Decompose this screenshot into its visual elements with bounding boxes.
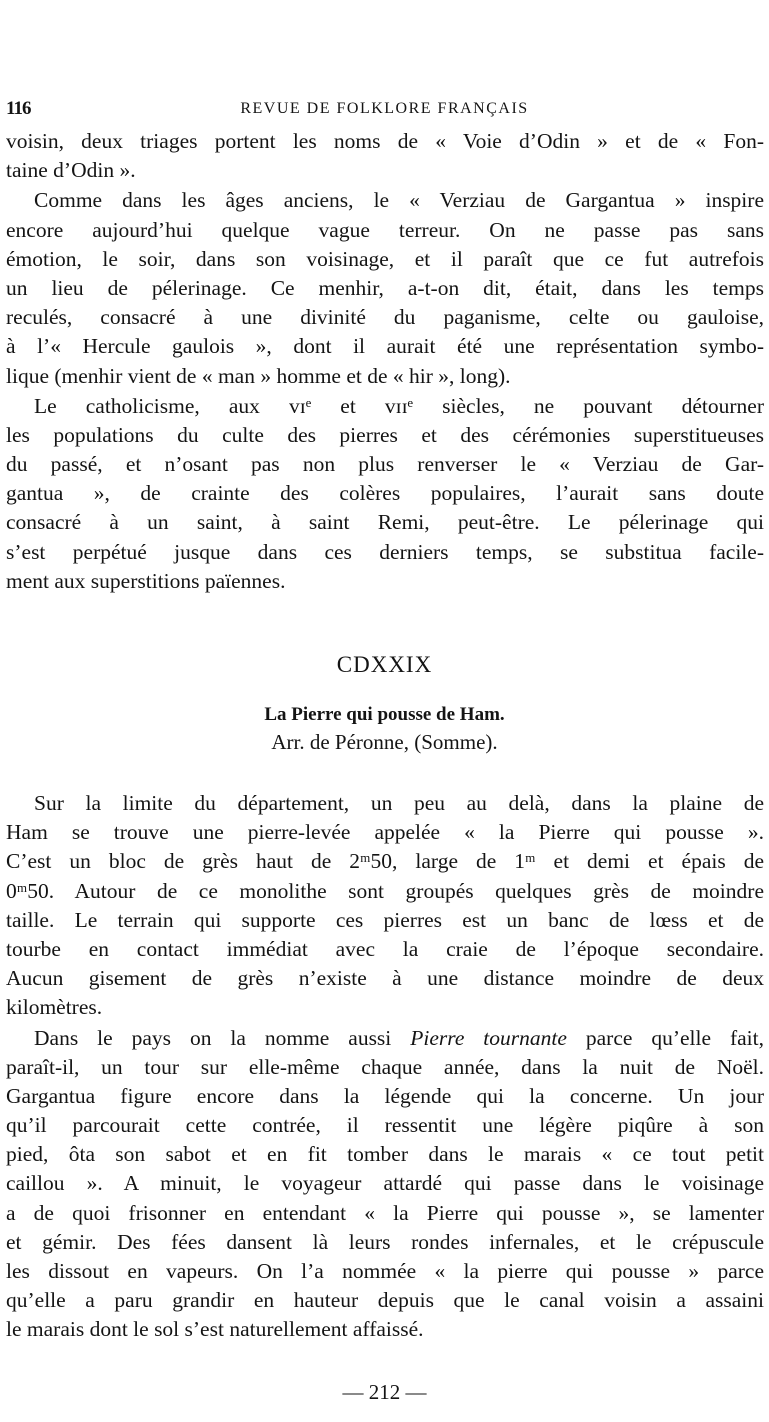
body-text-bottom [6, 789, 764, 1345]
text-line: Ham se trouve une pierre-levée appelée « la Pierre qui pousse ». [6, 820, 764, 845]
text-line: kilomètres. [6, 995, 103, 1020]
text-line: les dissout en vapeurs. On l’a nommée « la pierre qui pousse » parce [6, 1259, 764, 1283]
paragraph [6, 392, 764, 596]
text-line: du passé, et n’osant pas non plus renverser le « Verziau de Gar- [6, 452, 764, 477]
text-line [6, 1024, 764, 1053]
text-line: ment aux superstitions païennes. [6, 568, 286, 593]
section-subtitle: Arr. de Péronne, (Somme). [271, 730, 498, 754]
text-line: Sur la limite du département, un peu au delà, dans la plaine de [34, 791, 764, 815]
text-line: tourbe en contact immédiat avec la craie de l’époque secondaire. [6, 936, 764, 961]
text-line: voisin, deux triages portent les noms de « Voie d’Odin » et de « Fon- [6, 129, 764, 153]
text-line: s’est perpétué jusque dans ces derniers temps, se substitua facile- [6, 539, 764, 564]
text-line: un lieu de pélerinage. Ce menhir, a-t-on dit, était, dans les temps [6, 275, 764, 300]
section-number: CDXXIX [336, 652, 433, 677]
text-line: pied, ôta son sabot et en fit tomber dans le marais « ce tout petit [6, 1142, 764, 1167]
page-folio: — 212 — [342, 1380, 427, 1404]
text-line: taine d’Odin ». [6, 158, 136, 183]
text-line: 0ᵐ50. Autour de ce monolithe sont groupés quelques grès de moindre [6, 878, 764, 903]
paragraph [6, 127, 764, 185]
text-line: encore aujourd’hui quelque vague terreur. On ne passe pas sans [6, 217, 764, 242]
page-mark: 116 [6, 98, 31, 119]
body-text-top [6, 127, 764, 596]
text-line: le marais dont le sol s’est naturellement affaissé. [6, 1317, 424, 1342]
text-segment: Dans le pays on la nomme aussi [34, 1025, 411, 1050]
text-line: gantua », de crainte des colères populaires, l’aurait sans doute [6, 481, 764, 506]
paragraph [6, 186, 764, 390]
text-line: qu’elle a paru grandir en hauteur depuis que le canal voisin a assaini [6, 1288, 764, 1313]
text-line: reculés, consacré à une divinité du paganisme, celte ou gauloise, [6, 305, 764, 330]
text-line: Gargantua figure encore dans la légende qui la concerne. Un jour [6, 1083, 764, 1108]
italic-text: Pierre tournante [410, 1025, 567, 1050]
text-line: à l’« Hercule gaulois », dont il aurait été une représentation symbo- [6, 334, 764, 359]
text-line: consacré à un saint, à saint Remi, peut-être. Le pélerinage qui [6, 510, 764, 535]
text-line: taille. Le terrain qui supporte ces pierres est un banc de lœss et de [6, 907, 764, 932]
text-line: C’est un bloc de grès haut de 2ᵐ50, large de 1ᵐ et demi et épais de [6, 849, 764, 874]
text-line: les populations du culte des pierres et des cérémonies superstitueuses [6, 422, 764, 447]
text-line: caillou ». A minuit, le voyageur attardé qui passe dans le voisinage [6, 1171, 764, 1196]
text-line: Comme dans les âges anciens, le « Verziau de Gargantua » inspire [34, 188, 764, 213]
text-line: émotion, le soir, dans son voisinage, et il paraît que ce fut autrefois [6, 246, 764, 271]
text-line: Aucun gisement de grès n’existe à une distance moindre de deux [6, 966, 764, 991]
text-line: Le catholicisme, aux ᴠɪᵉ et ᴠɪɪᵉ siècles, ne pouvant détourner [34, 393, 764, 418]
text-line: a de quoi frisonner en entendant « la Pierre qui pousse », se lamenter [6, 1200, 764, 1225]
text-line: paraît-il, un tour sur elle-même chaque année, dans la nuit de Noël. [6, 1054, 764, 1079]
paragraph [6, 1024, 764, 1345]
running-header [6, 98, 763, 124]
text-line: et gémir. Des fées dansent là leurs rondes infernales, et le crépuscule [6, 1229, 764, 1254]
text-line: lique (menhir vient de « man » homme et de « hir », long). [6, 363, 511, 388]
text-line: qu’il parcourait cette contrée, il ressentit une légère piqûre à son [6, 1113, 764, 1138]
text-segment: parce qu’elle fait, [566, 1025, 765, 1050]
paragraph [6, 789, 764, 1023]
running-title: REVUE DE FOLKLORE FRANÇAIS [240, 100, 529, 117]
section-title: La Pierre qui pousse de Ham. [264, 704, 505, 725]
